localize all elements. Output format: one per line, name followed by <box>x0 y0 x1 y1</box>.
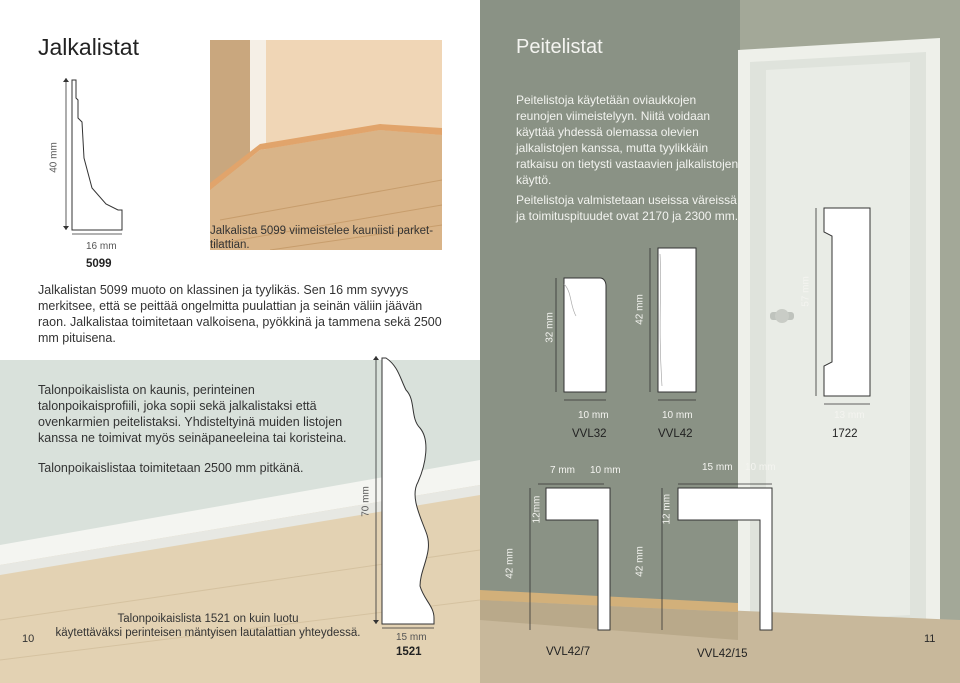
profile-vvl42-code: VVL42 <box>658 428 693 440</box>
page-number-right: 11 <box>924 633 936 645</box>
profile-vvl42-width: 10 mm <box>662 410 693 421</box>
corner-7-dim-b: 10 mm <box>590 465 621 476</box>
bottom-caption: Talonpoikaislista 1521 on kuin luotu käytettäväksi perinteisen mäntyisen lautalattian yhteydessä. <box>55 613 361 639</box>
corner-7-dim-c: 12mm <box>531 495 543 524</box>
profile-5099-width: 16 mm <box>86 241 117 252</box>
photo-caption: Jalkalista 5099 viimeistelee kauniisti parket- tilattian. <box>210 225 434 251</box>
profile-1521-drawing <box>370 356 450 636</box>
corner-15-dim-a: 15 mm <box>702 462 733 473</box>
corner-15-dim-b: 10 mm <box>745 462 776 473</box>
page-number-left: 10 <box>22 633 35 645</box>
profile-vvl32-width: 10 mm <box>578 410 609 421</box>
corner-7-dim-a: 7 mm <box>550 465 575 476</box>
profile-1521-height: 70 mm <box>360 486 372 517</box>
profile-1521-width: 15 mm <box>396 632 427 643</box>
profile-5099-code: 5099 <box>86 258 112 270</box>
corner-7-dim-d: 42 mm <box>504 548 516 579</box>
corner-15-dim-d: 42 mm <box>634 546 646 577</box>
paragraph-toimituspituudet: Peitelistoja valmistetaan useissa väreissä ja toimituspituudet ovat 2170 ja 2300 mm. <box>516 193 739 223</box>
corner-profile-vvl42-15-code: VVL42/15 <box>697 648 748 660</box>
corner-profile-vvl42-7-code: VVL42/7 <box>546 646 591 658</box>
profile-1722-height: 57 mm <box>800 276 812 307</box>
profile-vvl42-drawing <box>646 246 706 408</box>
profile-vvl42-height: 42 mm <box>634 294 646 325</box>
profile-vvl32-code: VVL32 <box>572 428 607 440</box>
page-title-right: Peitelistat <box>516 36 603 58</box>
paragraph-peitelistat: Peitelistoja käytetään oviaukkojen reunojen viimeistelyyn. Niitä voidaan käyttää yhdessä olemassa olevien jalkalistojen kanssa, mutta tyylikkäin ratkaisu on tietysti vastaavien jalkalistojen käyttö. <box>516 93 739 187</box>
profile-5099-height: 40 mm <box>48 142 60 173</box>
profile-1521-code: 1521 <box>396 646 422 658</box>
profile-1722-drawing <box>812 206 882 410</box>
profile-vvl32-height: 32 mm <box>544 312 556 343</box>
paragraph-talonpoikaislista: Talonpoikaislista on kaunis, perinteinen talonpoikaisprofiili, joka sopii sekä jalkalistaksi että ovenkarmien peitelistaksi. Yhdisteltyinä muiden listojen kanssa ne toimivat myös seinäpaneeleina tai koristeina. <box>38 383 347 445</box>
paragraph-toimitus: Talonpoikaislistaa toimitetaan 2500 mm pitkänä. <box>38 461 304 475</box>
profile-5099-drawing <box>60 78 140 238</box>
paragraph-jalkalista: Jalkalistan 5099 muoto on klassinen ja tyylikäs. Sen 16 mm syvyys merkitsee, että se peittää ongelmitta puulattian ja seinän väliin jäävän raon. Jalkalistaa toimitetaan valkoisena, pyökkinä ja tammena sekä 2500 mm pituisena. <box>38 283 442 345</box>
corner-15-dim-c: 12 mm <box>661 493 673 525</box>
profile-1722-width: 13 mm <box>834 410 865 421</box>
profile-1722-code: 1722 <box>832 428 858 440</box>
profile-vvl32-drawing <box>552 276 612 406</box>
page-title-left: Jalkalistat <box>38 34 139 60</box>
corner-photo <box>210 40 442 250</box>
